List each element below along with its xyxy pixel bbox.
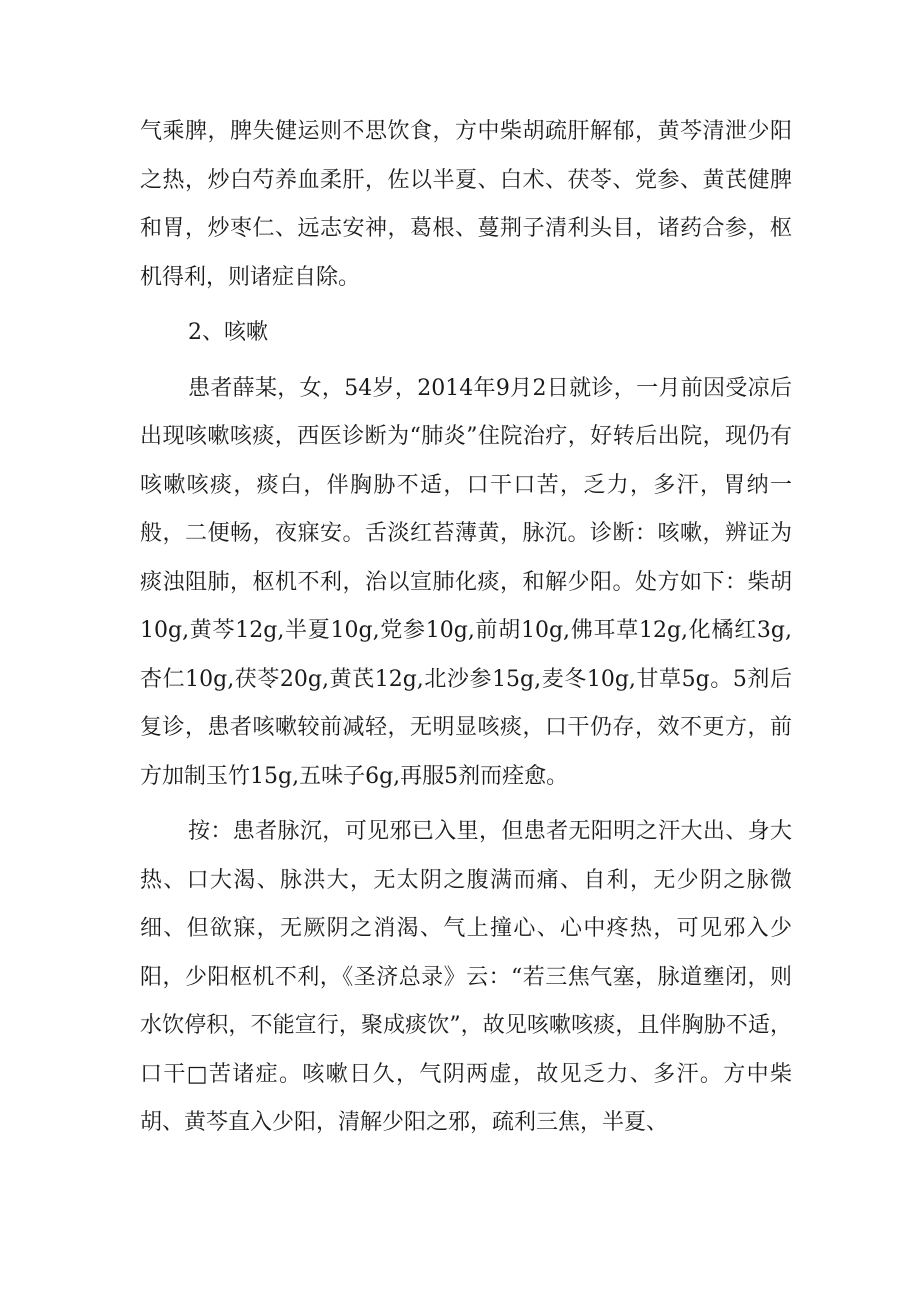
document-body	[140, 108, 792, 1155]
section-heading-cough: 2、咳嗽	[188, 320, 268, 345]
paragraph-treatment-summary: 气乘脾，脾失健运则不思饮食，方中柴胡疏肝解郁，黄芩清泄少阳之热，炒白芍养血柔肝，佐以半夏、白术、茯苓、党参、黄芪健脾和胃，炒枣仁、远志安神，葛根、蔓荆子清利头目，诸药合参，枢机得利，则诸症自除。	[140, 119, 792, 290]
paragraph-commentary: 按：患者脉沉，可见邪已入里，但患者无阳明之汗大出、身大热、口大渴、脉洪大，无太阴之腹满而痛、自利，无少阴之脉微细、但欲寐，无厥阴之消渴、气上撞心、心中疼热，可见邪入少阳，少阳枢机不利，《圣济总录》云：“若三焦气塞，脉道壅闭，则水饮停积，不能宣行，聚成痰饮”，故见咳嗽咳痰，且伴胸胁不适，口干□苦诸症。咳嗽日久，气阴两虚，故见乏力、多汗。方中柴胡、黄芩直入少阳，清解少阳之邪，疏利三焦，半夏、	[140, 819, 792, 1135]
paragraph-case-record: 患者薛某，女，54岁，2014年9月2日就诊，一月前因受凉后出现咳嗽咳痰，西医诊断为“肺炎”住院治疗，好转后出院，现仍有咳嗽咳痰，痰白，伴胸胁不适，口干口苦，乏力，多汗，胃纳一般，二便畅，夜寐安。舌淡红苔薄黄，脉沉。诊断：咳嗽，辨证为痰浊阻肺，枢机不利，治以宣肺化痰，和解少阳。处方如下：柴胡10g,黄芩12g,半夏10g,党参10g,前胡10g,佛耳草12g,化橘红3g,杏仁10g,茯苓20g,黄芪12g,北沙参15g,麦冬10g,甘草5g。5剂后复诊，患者咳嗽较前减轻，无明显咳痰，口干仍存，效不更方，前方加制玉竹15g,五味子6g,再服5剂而痊愈。	[140, 375, 792, 789]
